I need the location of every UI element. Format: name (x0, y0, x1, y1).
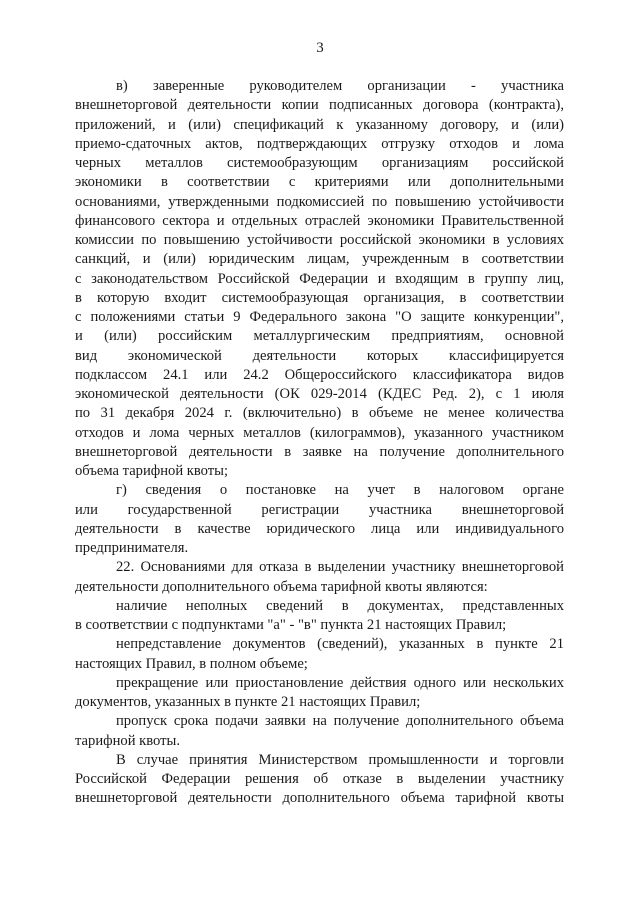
text-line: с положениями статьи 9 Федерального закона "О защите конкуренции", (75, 309, 564, 325)
text-line: приложений, и (или) спецификаций к указанному договору, и (или) (75, 116, 564, 133)
text-line: объема тарифной квоты; (75, 463, 229, 479)
text-line: или государственной регистрации участника внешнеторговой (75, 501, 564, 518)
text-line: экономической деятельности (ОК 029-2014 (КДЕС Ред. 2), с 1 июля (75, 386, 564, 402)
text-line: В случае принятия Министерством промышленности и торговли (116, 751, 564, 768)
text-line: приемо-сдаточных актов, подтверждающих отгрузку отходов и лома (75, 135, 564, 152)
text-line: подклассом 24.1 или 24.2 Общероссийского классификатора видов (75, 366, 564, 383)
text-line: внешнеторговой деятельности в заявке на получение дополнительного (75, 443, 564, 460)
text-line: финансового сектора и отдельных отраслей экономики Правительственной (75, 212, 564, 229)
text-line: непредставление документов (сведений), указанных в пункте 21 (116, 636, 564, 653)
text-line: Российской Федерации решения об отказе в выделении участнику (75, 771, 564, 787)
text-line: тарифной квоты. (75, 732, 180, 749)
text-line: по 31 декабря 2024 г. (включительно) в объеме не менее количества (75, 405, 564, 422)
text-line: 22. Основаниями для отказа в выделении участнику внешнеторговой (116, 559, 564, 576)
text-line: наличие неполных сведений в документах, представленных (116, 597, 564, 614)
text-line: экономики в соответствии с критериями или дополнительными (75, 174, 564, 191)
text-line: прекращение или приостановление действия одного или нескольких (116, 674, 564, 691)
text-line: в которую входит системообразующая организация, в соответствии (75, 289, 564, 306)
text-line: вид экономической деятельности которых классифицируется (75, 347, 564, 364)
page-number: 3 (316, 40, 324, 56)
text-line: деятельности в качестве юридического лица или индивидуального (75, 520, 564, 537)
text-line: комиссии по повышению устойчивости российской экономики в условиях (75, 232, 564, 248)
text-line: предпринимателя. (75, 540, 189, 556)
text-line: и (или) российским металлургическим предприятиям, основной (75, 328, 564, 345)
text-line: в) заверенные руководителем организации - участника (116, 78, 564, 94)
document-body (75, 77, 564, 809)
text-line: документов, указанных в пункте 21 настоящих Правил; (75, 694, 421, 710)
text-line: деятельности дополнительного объема тарифной квоты являются: (75, 578, 488, 595)
text-line: внешнеторговой деятельности дополнительного объема тарифной квоты (75, 790, 564, 807)
text-line: отходов и лома черных металлов (килограммов), указанного участником (75, 424, 564, 441)
text-line: настоящих Правил, в полном объеме; (75, 655, 308, 672)
text-line: г) сведения о постановке на учет в налоговом органе (116, 482, 564, 499)
text-line: санкций, и (или) юридическим лицам, учрежденным в соответствии (75, 251, 564, 268)
text-line: основаниями, утвержденными подкомиссией по повышению устойчивости (75, 193, 564, 210)
text-line: с законодательством Российской Федерации и входящим в группу лиц, (75, 270, 564, 287)
text-line: черных металлов системообразующим организациям российской (75, 155, 564, 171)
text-line: пропуск срока подачи заявки на получение дополнительного объема (116, 713, 564, 730)
text-line: внешнеторговой деятельности копии подписанных договора (контракта), (75, 97, 564, 114)
text-line: в соответствии с подпунктами "а" - "в" пункта 21 настоящих Правил; (75, 617, 507, 633)
